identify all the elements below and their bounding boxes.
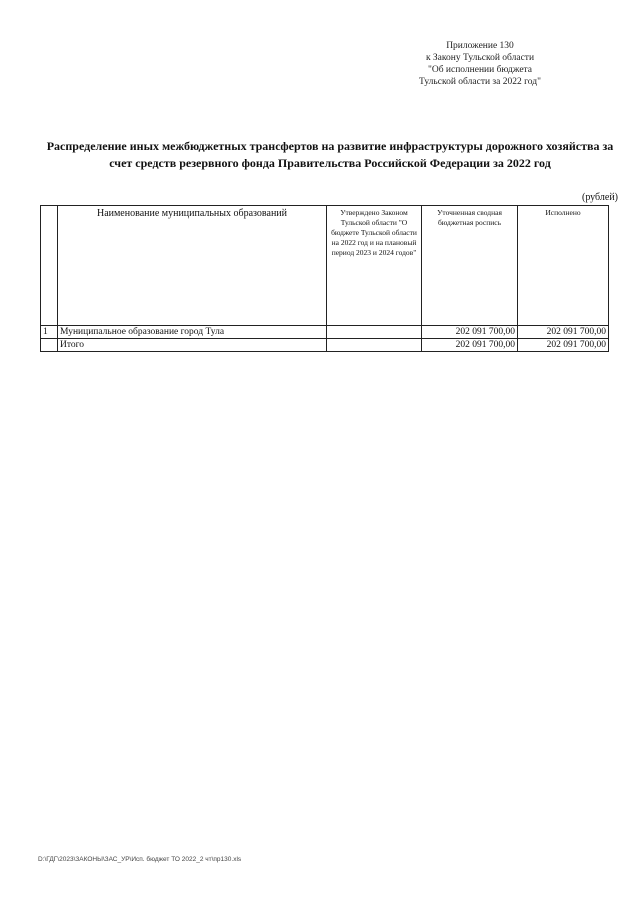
row-executed: 202 091 700,00 bbox=[518, 326, 609, 339]
total-revised: 202 091 700,00 bbox=[422, 339, 518, 352]
row-approved bbox=[327, 326, 422, 339]
transfers-table bbox=[40, 205, 609, 352]
total-approved bbox=[327, 339, 422, 352]
document-title bbox=[30, 138, 630, 172]
header-executed: Исполнено bbox=[518, 206, 609, 326]
table-header-row bbox=[41, 206, 609, 326]
row-revised: 202 091 700,00 bbox=[422, 326, 518, 339]
row-name: Муниципальное образование город Тула bbox=[58, 326, 327, 339]
header-number bbox=[41, 206, 58, 326]
total-number bbox=[41, 339, 58, 352]
header-name: Наименование муниципальных образований bbox=[58, 206, 327, 326]
file-path-footer: D:\ГДГ\2023\ЗАКОНЫ\ЗАС_УР\Исп. бюджет ТО 2022_2 чт\пр130.xls bbox=[38, 856, 242, 863]
total-row bbox=[41, 339, 609, 352]
table-row bbox=[41, 326, 609, 339]
title-line: счет средств резервного фонда Правительства Российской Федерации за 2022 год bbox=[109, 156, 551, 170]
header-approved: Утверждено Законом Тульской области "О бюджете Тульской области на 2022 год и на плановый период 2023 и 2024 годов" bbox=[327, 206, 422, 326]
units-label: (рублей) bbox=[581, 192, 618, 203]
appendix-note bbox=[380, 40, 580, 88]
appendix-line: к Закону Тульской области bbox=[425, 53, 535, 63]
title-line: Распределение иных межбюджетных трансфертов на развитие инфраструктуры дорожного хозяйства за bbox=[46, 139, 614, 153]
appendix-line: Тульской области за 2022 год" bbox=[419, 77, 541, 87]
row-number: 1 bbox=[41, 326, 58, 339]
total-executed: 202 091 700,00 bbox=[518, 339, 609, 352]
appendix-line: Приложение 130 bbox=[446, 41, 514, 51]
header-revised: Уточненная сводная бюджетная роспись bbox=[422, 206, 518, 326]
appendix-line: "Об исполнении бюджета bbox=[427, 65, 533, 75]
total-label: Итого bbox=[58, 339, 327, 352]
